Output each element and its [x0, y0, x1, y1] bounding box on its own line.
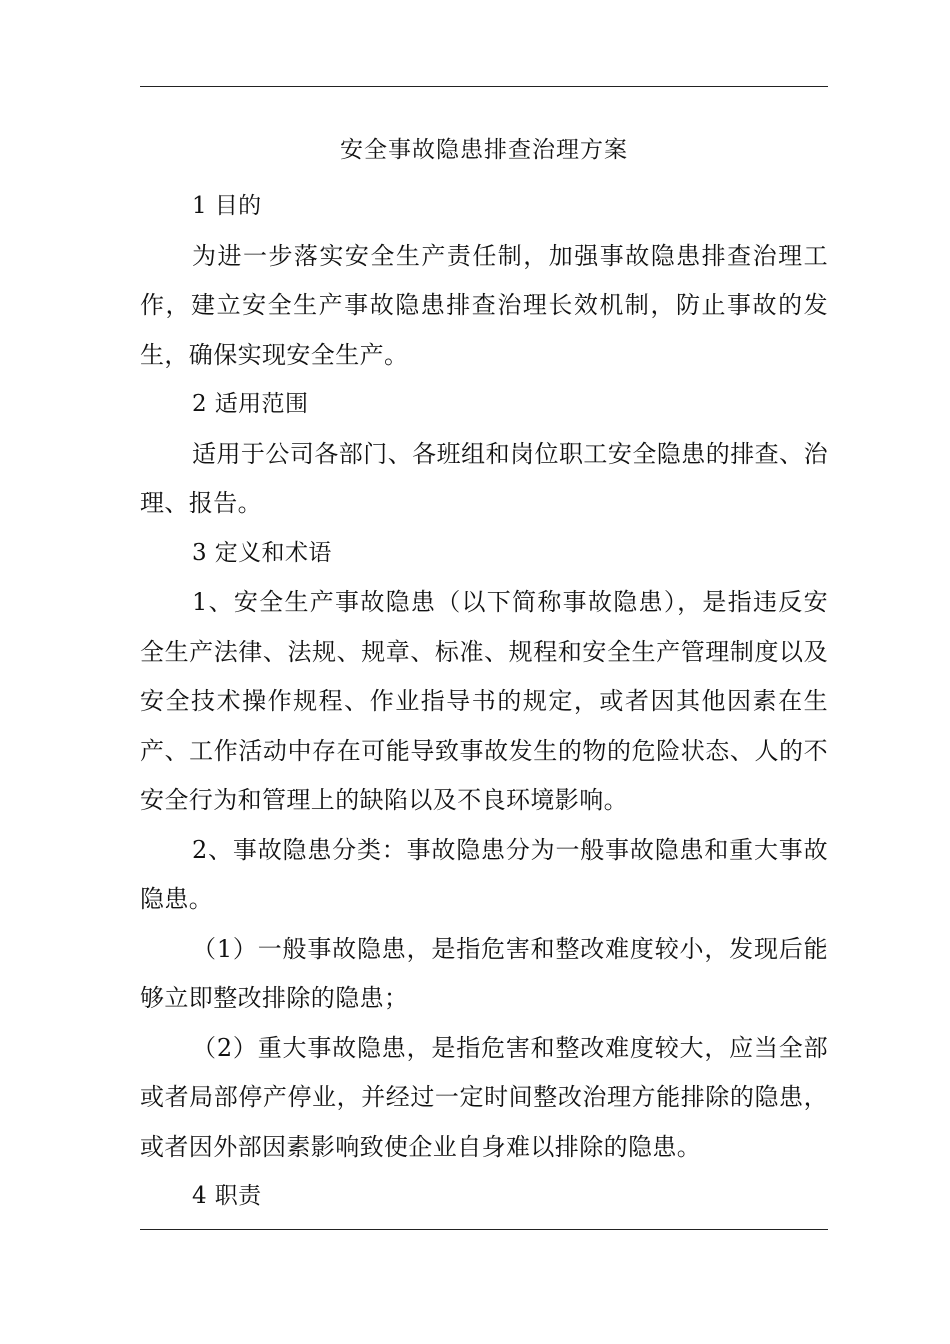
document-body — [140, 182, 828, 1222]
paragraph-purpose: 为进一步落实安全生产责任制，加强事故隐患排查治理工作，建立安全生产事故隐患排查治理长效机制，防止事故的发生，确保实现安全生产。 — [140, 241, 828, 369]
paragraph-definition-1: 1、安全生产事故隐患（以下简称事故隐患），是指违反安全生产法律、法规、规章、标准、规程和安全生产管理制度以及安全技术操作规程、作业指导书的规定，或者因其他因素在生产、工作活动中存在可能导致事故发生的物的危险状态、人的不安全行为和管理上的缺陷以及不良环境影响。 — [140, 588, 828, 814]
section-heading-responsibilities: 4 职责 — [192, 1183, 262, 1209]
paragraph-definition-2: 2、事故隐患分类：事故隐患分为一般事故隐患和重大事故隐患。 — [140, 835, 828, 913]
section-heading-scope: 2 适用范围 — [192, 391, 309, 417]
section-heading-purpose: 1 目的 — [192, 193, 262, 219]
paragraph-general-hazard: （1）一般事故隐患，是指危害和整改难度较小，发现后能够立即整改排除的隐患； — [140, 934, 828, 1012]
section-heading-definitions: 3 定义和术语 — [192, 539, 332, 566]
paragraph-scope: 适用于公司各部门、各班组和岗位职工安全隐患的排查、治理、报告。 — [140, 439, 828, 517]
header-rule — [140, 86, 828, 87]
paragraph-major-hazard: （2）重大事故隐患，是指危害和整改难度较大，应当全部或者局部停产停业，并经过一定时间整改治理方能排除的隐患，或者因外部因素影响致使企业自身难以排除的隐患。 — [140, 1033, 828, 1161]
document-title: 安全事故隐患排查治理方案 — [340, 137, 628, 163]
footer-rule — [140, 1229, 828, 1230]
